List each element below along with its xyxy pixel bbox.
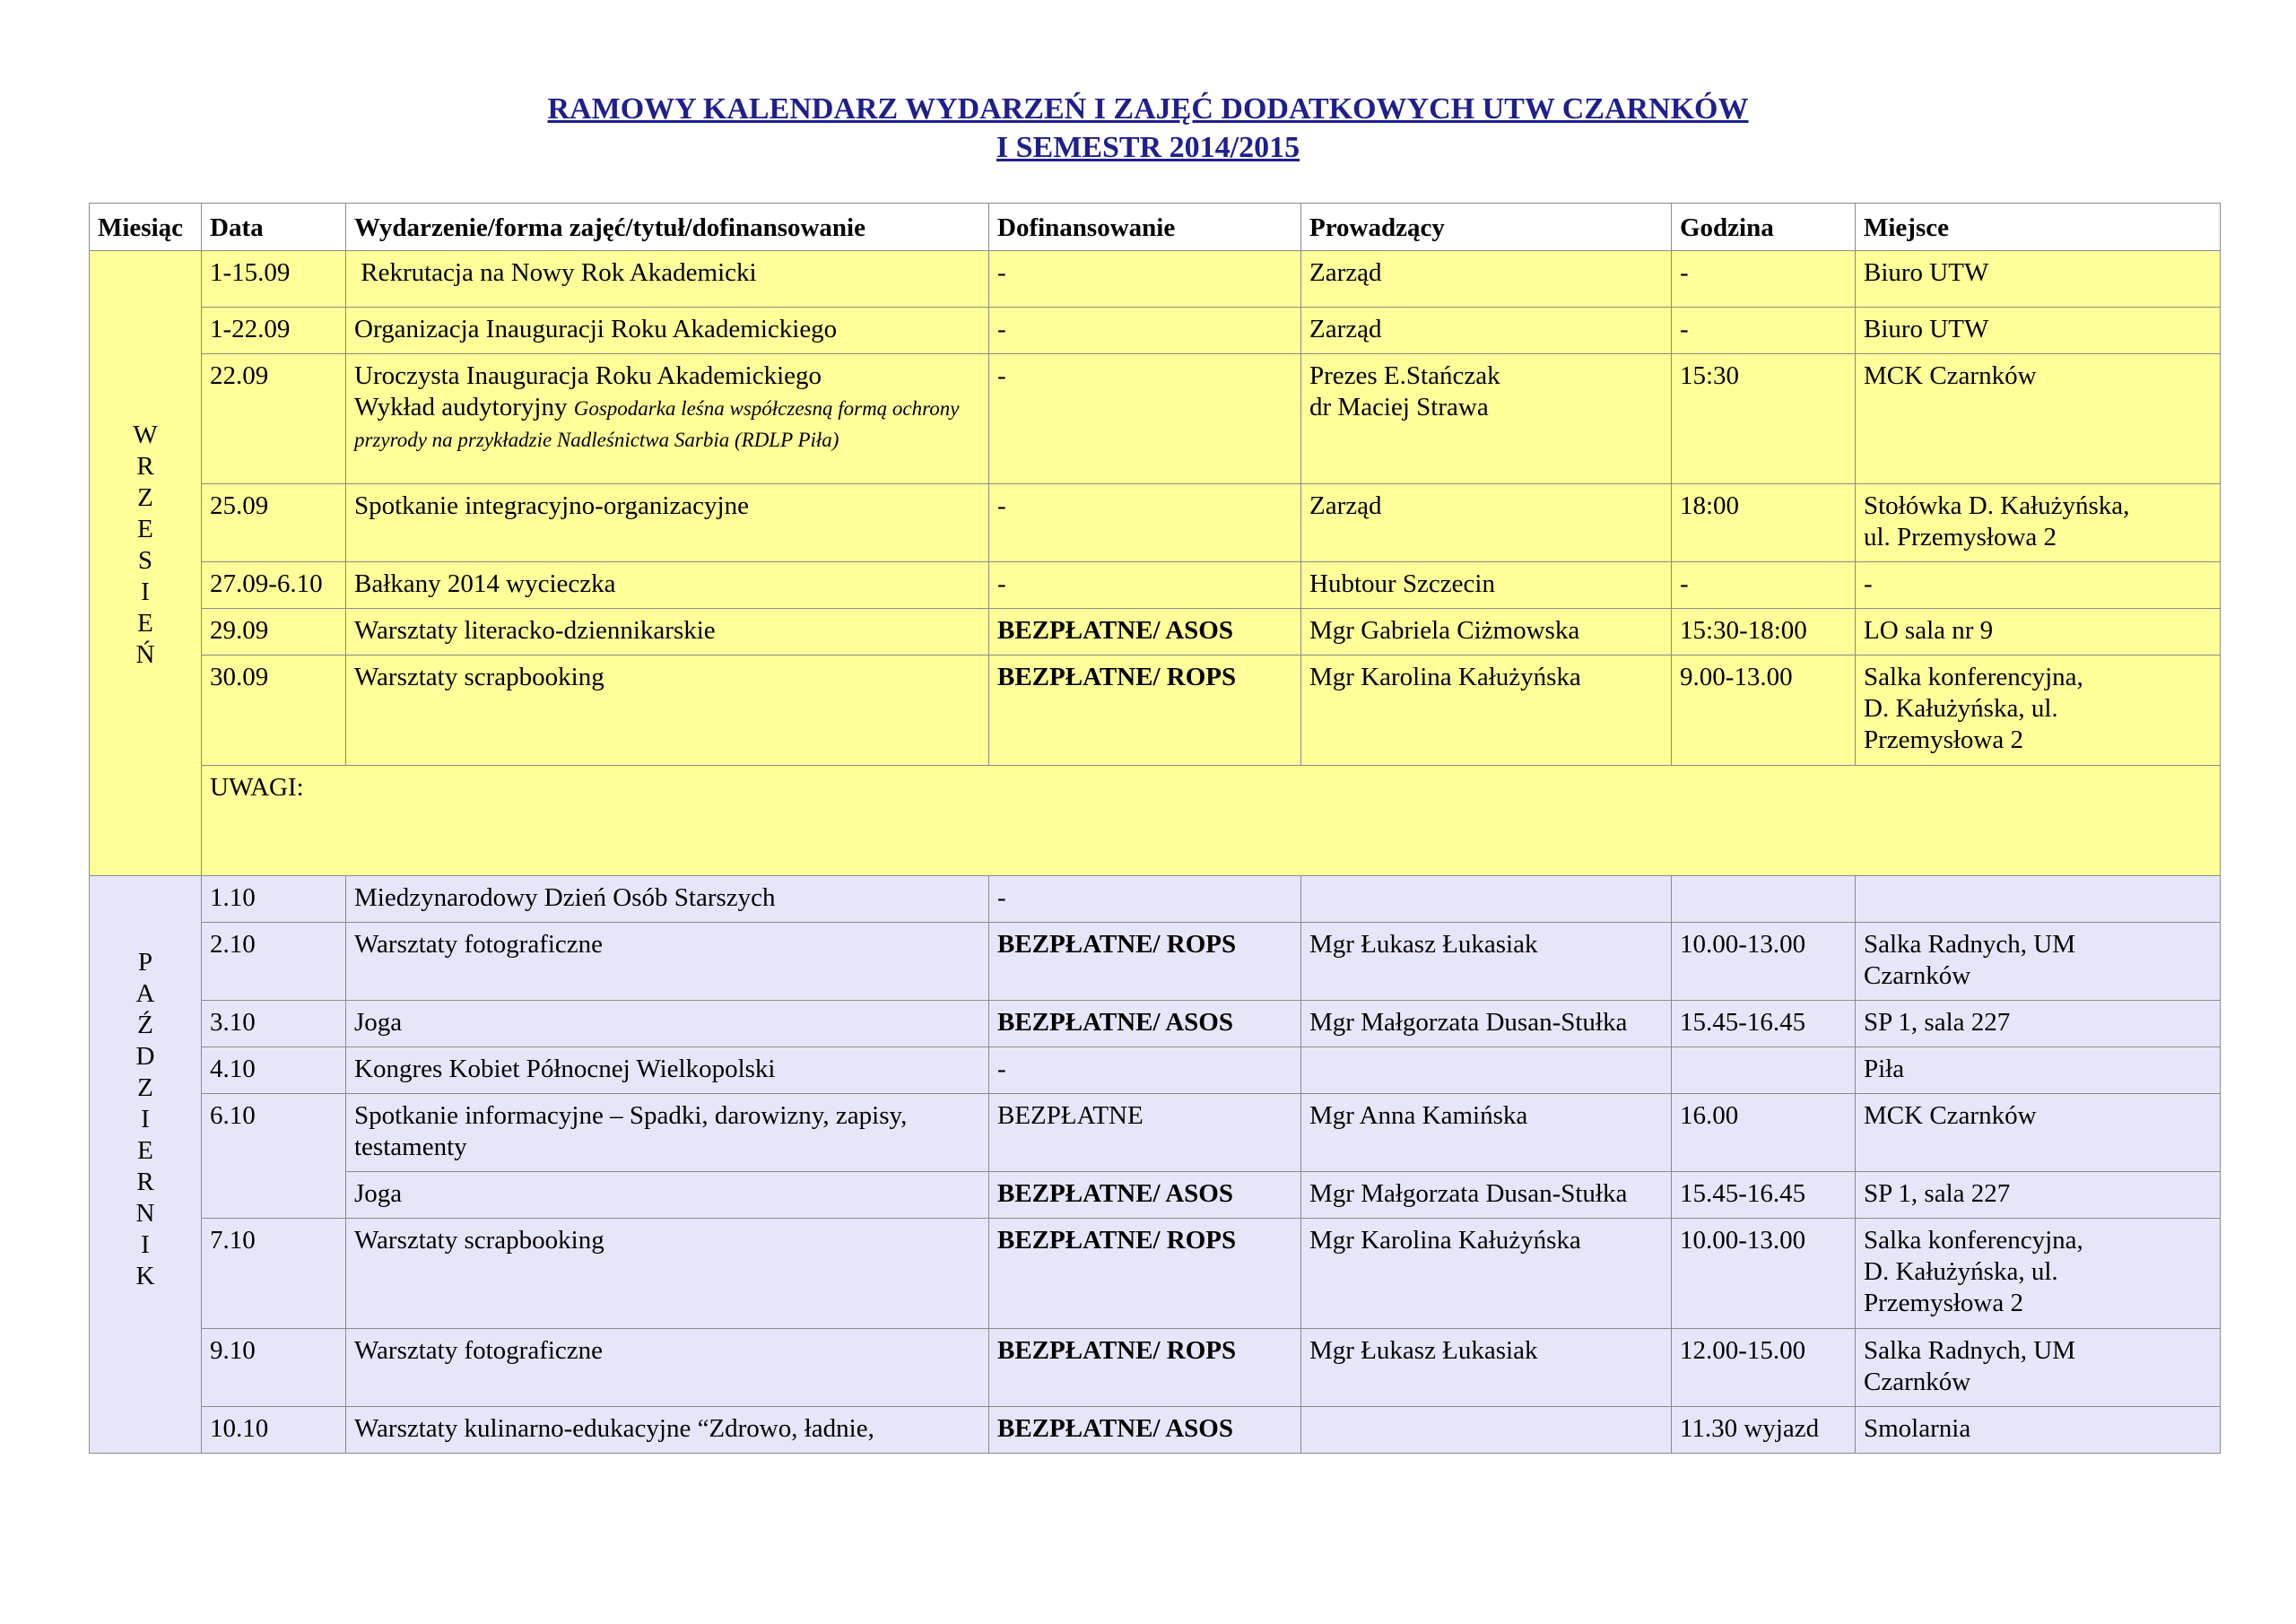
table-row [90,1172,2221,1219]
leader-cell: Mgr Karolina Kałużyńska [1301,656,1672,766]
table-row [90,923,2221,1001]
leader-cell: Mgr Małgorzata Dusan-Stułka [1301,1001,1672,1047]
time-cell [1672,876,1856,923]
time-cell: 15.45-16.45 [1672,1001,1856,1047]
time-cell [1672,1047,1856,1094]
leader-cell [1301,1047,1672,1094]
time-cell: 15:30-18:00 [1672,609,1856,656]
event-title: Uroczysta Inauguracja Roku Akademickiego [354,361,822,390]
leader-cell: Mgr Karolina Kałużyńska [1301,1219,1672,1329]
event-cell: Warsztaty kulinarno-edukacyjne “Zdrowo, ładnie, [346,1407,989,1454]
place-cell: - [1856,562,2221,609]
time-cell: 11.30 wyjazd [1672,1407,1856,1454]
leader-cell: Zarząd [1301,308,1672,354]
event-cell: Warsztaty scrapbooking [346,1219,989,1329]
table-row [90,1219,2221,1329]
place-cell: Salka konferencyjna, D. Kałużyńska, ul. Przemysłowa 2 [1856,1219,2221,1329]
table-row [90,656,2221,766]
funding-cell: BEZPŁATNE/ ASOS [989,1001,1301,1047]
time-cell: 15.45-16.45 [1672,1172,1856,1219]
place-cell: LO sala nr 9 [1856,609,2221,656]
time-cell: 15:30 [1672,354,1856,484]
place-cell: Biuro UTW [1856,251,2221,308]
place-cell: Salka konferencyjna, D. Kałużyńska, ul. Przemysłowa 2 [1856,656,2221,766]
table-row [90,1001,2221,1047]
event-cell: Joga [346,1001,989,1047]
place-cell [1856,876,2221,923]
table-row [90,251,2221,308]
funding-cell: - [989,484,1301,562]
funding-cell: - [989,876,1301,923]
notes-row [90,766,2221,876]
funding-cell: - [989,251,1301,308]
header-funding: Dofinansowanie [989,204,1301,251]
table-row [90,876,2221,923]
calendar-table [89,203,2221,1454]
funding-cell: - [989,308,1301,354]
table-row [90,562,2221,609]
funding-cell: BEZPŁATNE [989,1094,1301,1172]
header-month: Miesiąc [90,204,202,251]
leader-cell: Mgr Gabriela Ciżmowska [1301,609,1672,656]
date-cell: 9.10 [202,1329,346,1407]
date-cell: 7.10 [202,1219,346,1329]
place-cell: SP 1, sala 227 [1856,1001,2221,1047]
table-row [90,1047,2221,1094]
date-cell: 4.10 [202,1047,346,1094]
notes-cell: UWAGI: [202,766,2221,876]
leader-cell: Mgr Anna Kamińska [1301,1094,1672,1172]
time-cell: 16.00 [1672,1094,1856,1172]
time-cell: - [1672,308,1856,354]
funding-cell: - [989,562,1301,609]
time-cell: 12.00-15.00 [1672,1329,1856,1407]
funding-cell: BEZPŁATNE/ ROPS [989,656,1301,766]
event-cell: Organizacja Inauguracji Roku Akademickiego [346,308,989,354]
event-cell: Spotkanie informacyjne – Spadki, darowizny, zapisy, testamenty [346,1094,989,1172]
table-row [90,1407,2221,1454]
event-cell: Warsztaty fotograficzne [346,923,989,1001]
date-cell: 27.09-6.10 [202,562,346,609]
header-event: Wydarzenie/forma zajęć/tytuł/dofinansowanie [346,204,989,251]
month-cell-september: W R Z E S I E Ń [90,251,202,876]
time-cell: 10.00-13.00 [1672,1219,1856,1329]
leader-cell: Mgr Łukasz Łukasiak [1301,923,1672,1001]
event-cell: Rekrutacja na Nowy Rok Akademicki [346,251,989,308]
funding-cell: BEZPŁATNE/ ASOS [989,609,1301,656]
date-cell: 1.10 [202,876,346,923]
header-row [90,204,2221,251]
funding-cell: BEZPŁATNE/ ASOS [989,1407,1301,1454]
document-title: RAMOWY KALENDARZ WYDARZEŃ I ZAJĘĆ DODATKOWYCH UTW CZARNKÓW [547,92,1749,126]
place-cell: MCK Czarnków [1856,354,2221,484]
event-cell: Joga [346,1172,989,1219]
event-cell: Warsztaty scrapbooking [346,656,989,766]
place-cell: Smolarnia [1856,1407,2221,1454]
leader-cell: Zarząd [1301,484,1672,562]
leader-cell: Mgr Łukasz Łukasiak [1301,1329,1672,1407]
date-cell: 1-22.09 [202,308,346,354]
header-time: Godzina [1672,204,1856,251]
event-cell: Warsztaty fotograficzne [346,1329,989,1407]
place-cell: Stołówka D. Kałużyńska, ul. Przemysłowa 2 [1856,484,2221,562]
event-lecture-topic: Gospodarka leśna współczesną formą ochrony przyrody na przykładzie Nadleśnictwa Sarbia (RDLP Piła) [354,397,960,451]
table-row [90,609,2221,656]
funding-cell: - [989,354,1301,484]
time-cell: 10.00-13.00 [1672,923,1856,1001]
date-cell: 1-15.09 [202,251,346,308]
time-cell: - [1672,562,1856,609]
place-cell: Salka Radnych, UM Czarnków [1856,1329,2221,1407]
header-place: Miejsce [1856,204,2221,251]
table-row [90,308,2221,354]
header-leader: Prowadzący [1301,204,1672,251]
event-cell: Miedzynarodowy Dzień Osób Starszych [346,876,989,923]
event-cell: Warsztaty literacko-dziennikarskie [346,609,989,656]
date-cell: 25.09 [202,484,346,562]
funding-cell: BEZPŁATNE/ ASOS [989,1172,1301,1219]
table-row [90,354,2221,484]
header-date: Data [202,204,346,251]
leader-cell [1301,876,1672,923]
leader-cell: Mgr Małgorzata Dusan-Stułka [1301,1172,1672,1219]
time-cell: 18:00 [1672,484,1856,562]
leader-cell [1301,1407,1672,1454]
date-cell: 2.10 [202,923,346,1001]
funding-cell: - [989,1047,1301,1094]
date-cell: 30.09 [202,656,346,766]
table-row [90,1094,2221,1172]
place-cell: Biuro UTW [1856,308,2221,354]
leader-cell: Zarząd [1301,251,1672,308]
date-cell: 6.10 [202,1094,346,1219]
leader-cell: Prezes E.Stańczak dr Maciej Strawa [1301,354,1672,484]
event-cell [346,354,989,484]
funding-cell: BEZPŁATNE/ ROPS [989,923,1301,1001]
place-cell: Piła [1856,1047,2221,1094]
table-row [90,484,2221,562]
month-cell-october: P A Ź D Z I E R N I K [90,876,202,1454]
event-lecture-label: Wykład audytoryjny [354,393,568,421]
date-cell: 22.09 [202,354,346,484]
event-cell: Bałkany 2014 wycieczka [346,562,989,609]
event-cell: Spotkanie integracyjno-organizacyjne [346,484,989,562]
place-cell: Salka Radnych, UM Czarnków [1856,923,2221,1001]
funding-cell: BEZPŁATNE/ ROPS [989,1329,1301,1407]
date-cell: 10.10 [202,1407,346,1454]
date-cell: 3.10 [202,1001,346,1047]
place-cell: MCK Czarnków [1856,1094,2221,1172]
table-row [90,1329,2221,1407]
document-subtitle: I SEMESTR 2014/2015 [996,131,1300,164]
event-cell: Kongres Kobiet Północnej Wielkopolski [346,1047,989,1094]
leader-cell: Hubtour Szczecin [1301,562,1672,609]
funding-cell: BEZPŁATNE/ ROPS [989,1219,1301,1329]
time-cell: 9.00-13.00 [1672,656,1856,766]
time-cell: - [1672,251,1856,308]
date-cell: 29.09 [202,609,346,656]
place-cell: SP 1, sala 227 [1856,1172,2221,1219]
